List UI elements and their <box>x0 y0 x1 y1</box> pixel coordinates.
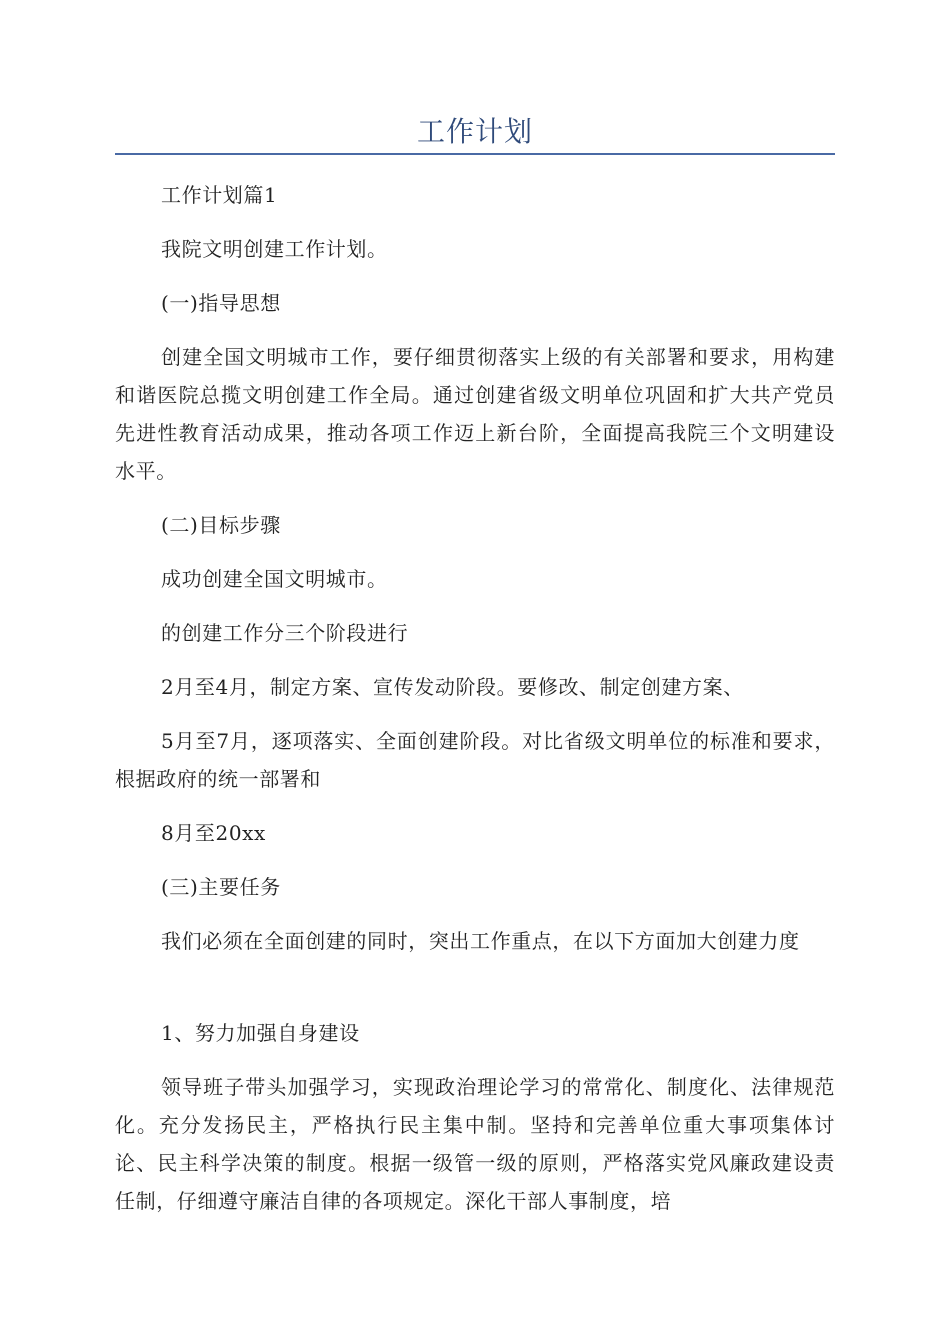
title-underline <box>115 153 835 155</box>
paragraph-stage-three: 8月至20xx <box>161 821 266 845</box>
paragraph-section-heading: 工作计划篇1 <box>161 183 278 207</box>
paragraph-plan-intro: 我院文明创建工作计划。 <box>161 237 388 261</box>
paragraph-guiding-ideology-body: 创建全国文明城市工作，要仔细贯彻落实上级的有关部署和要求，用构建和谐医院总揽文明创建工作全局。通过创建省级文明单位巩固和扩大共产党员先进性教育活动成果，推动各项工作迈上新台阶，全面提高我院三个文明建设水平。 <box>115 345 835 483</box>
paragraph-heading-guiding-ideology: (一)指导思想 <box>161 291 281 315</box>
paragraph-stage-two: 5月至7月，逐项落实、全面创建阶段。对比省级文明单位的标准和要求，根据政府的统一部署和 <box>115 729 835 791</box>
paragraph-goal: 成功创建全国文明城市。 <box>161 567 388 591</box>
paragraph-task-one-heading: 1、努力加强自身建设 <box>161 1021 360 1045</box>
paragraph-main-tasks-body: 我们必须在全面创建的同时，突出工作重点，在以下方面加大创建力度 <box>161 929 800 953</box>
paragraph-task-one-body: 领导班子带头加强学习，实现政治理论学习的常常化、制度化、法律规范化。充分发扬民主，严格执行民主集中制。坚持和完善单位重大事项集体讨论、民主科学决策的制度。根据一级管一级的原则，严格落实党风廉政建设责任制，仔细遵守廉洁自律的各项规定。深化干部人事制度，培 <box>115 1075 835 1213</box>
document-title: 工作计划 <box>416 115 533 148</box>
paragraph-three-stages: 的创建工作分三个阶段进行 <box>161 621 409 645</box>
paragraph-heading-main-tasks: (三)主要任务 <box>161 875 281 899</box>
paragraph-heading-goal-steps: (二)目标步骤 <box>161 513 281 537</box>
paragraph-stage-one: 2月至4月，制定方案、宣传发动阶段。要修改、制定创建方案、 <box>161 675 744 699</box>
